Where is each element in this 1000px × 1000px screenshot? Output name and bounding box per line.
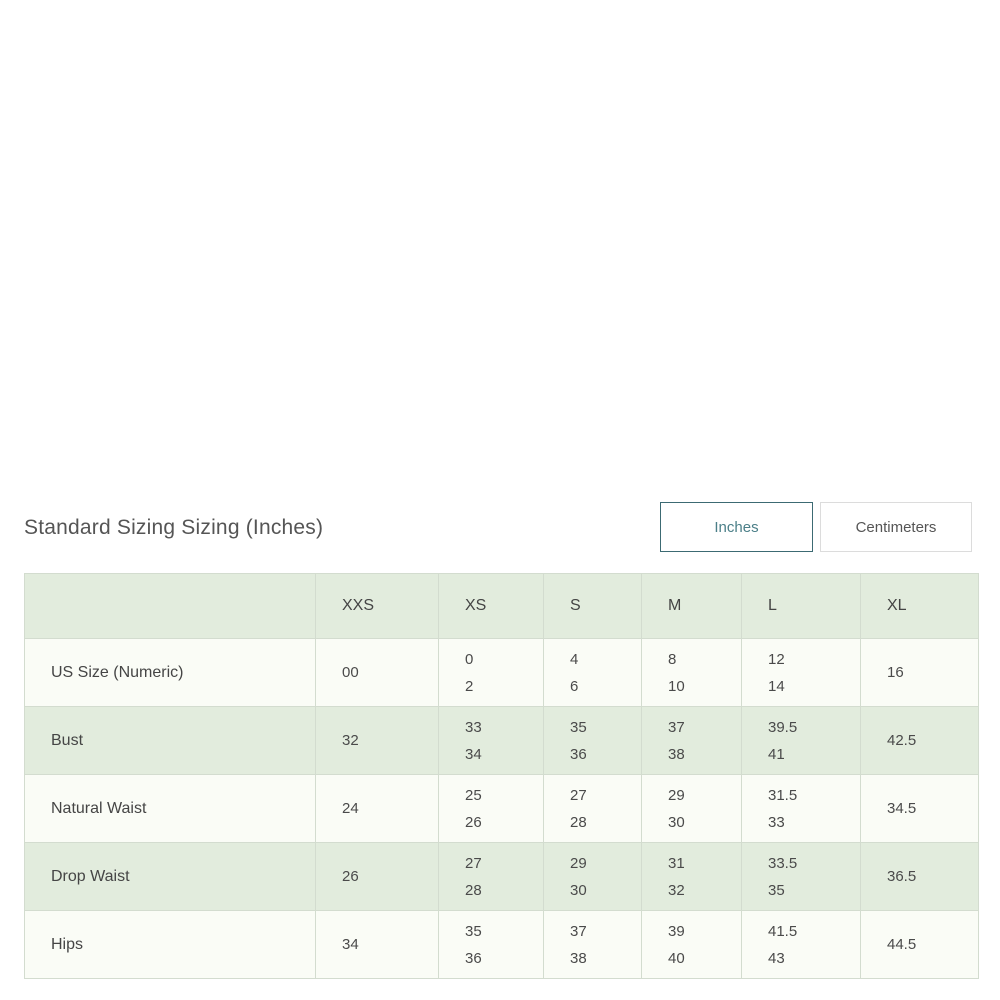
table-cell: [861, 775, 979, 843]
cell-value: 40: [668, 949, 685, 967]
cell-value: 31.5: [768, 786, 798, 804]
cell-value: 27: [570, 786, 587, 804]
table-cell: [316, 707, 439, 775]
table-row: [25, 911, 979, 979]
cell-value: 42.5: [887, 732, 917, 749]
cell-value: 43: [768, 949, 785, 967]
column-header: XXS: [316, 574, 439, 639]
row-label: Hips: [25, 911, 316, 979]
cell-value: 34.5: [887, 800, 917, 817]
cell-value: 6: [570, 677, 579, 695]
page-title: Standard Sizing Sizing (Inches): [24, 516, 324, 539]
cell-value: 33: [768, 813, 785, 831]
cell-value: 16: [887, 664, 904, 681]
table-row: [25, 639, 979, 707]
row-label: Bust: [25, 707, 316, 775]
row-label: Natural Waist: [25, 775, 316, 843]
cell-value: 35: [768, 881, 785, 899]
cell-value: 33.5: [768, 854, 798, 872]
inches-toggle-button[interactable]: Inches: [660, 502, 813, 552]
table-cell: [742, 639, 861, 707]
cell-value: 8: [668, 650, 677, 668]
cell-value: 14: [768, 677, 785, 695]
cell-value: 32: [342, 732, 359, 749]
cell-value: 24: [342, 800, 359, 817]
column-header: S: [544, 574, 642, 639]
cell-value: 25: [465, 786, 482, 804]
table-cell: [439, 639, 544, 707]
column-header: XS: [439, 574, 544, 639]
cell-value: 41: [768, 745, 785, 763]
cell-value: 27: [465, 854, 482, 872]
cell-value: 00: [342, 664, 359, 681]
table-cell: [642, 843, 742, 911]
cell-value: 12: [768, 650, 785, 668]
table-cell: [439, 707, 544, 775]
table-cell: [861, 707, 979, 775]
cell-value: 44.5: [887, 936, 917, 953]
table-cell: [861, 911, 979, 979]
column-header: M: [642, 574, 742, 639]
cell-value: 39.5: [768, 718, 798, 736]
table-cell: [316, 843, 439, 911]
table-cell: [861, 639, 979, 707]
column-header: L: [742, 574, 861, 639]
table-cell: [642, 775, 742, 843]
cell-value: 31: [668, 854, 685, 872]
table-header-row: [25, 574, 979, 639]
cell-value: 36: [570, 745, 587, 763]
cell-value: 38: [570, 949, 587, 967]
cell-value: 30: [668, 813, 685, 831]
cell-value: 35: [570, 718, 587, 736]
table-row: [25, 775, 979, 843]
table-cell: [316, 639, 439, 707]
cell-value: 0: [465, 650, 474, 668]
table-cell: [544, 775, 642, 843]
table-cell: [316, 911, 439, 979]
cell-value: 29: [668, 786, 685, 804]
cell-value: 10: [668, 677, 685, 695]
cell-value: 34: [465, 745, 482, 763]
table-cell: [742, 707, 861, 775]
cell-value: 32: [668, 881, 685, 899]
cell-value: 28: [465, 881, 482, 899]
table-cell: [316, 775, 439, 843]
table-cell: [742, 775, 861, 843]
cell-value: 29: [570, 854, 587, 872]
column-header: [25, 574, 316, 639]
cell-value: 33: [465, 718, 482, 736]
cell-value: 2: [465, 677, 474, 695]
size-table: [24, 573, 979, 979]
cell-value: 4: [570, 650, 579, 668]
table-cell: [861, 843, 979, 911]
table-row: [25, 707, 979, 775]
cell-value: 26: [465, 813, 482, 831]
cell-value: 35: [465, 922, 482, 940]
table-cell: [439, 843, 544, 911]
table-cell: [544, 911, 642, 979]
centimeters-toggle-button[interactable]: Centimeters: [820, 502, 972, 552]
cell-value: 26: [342, 868, 359, 885]
row-label: US Size (Numeric): [25, 639, 316, 707]
table-cell: [544, 707, 642, 775]
table-row: [25, 843, 979, 911]
cell-value: 38: [668, 745, 685, 763]
row-label: Drop Waist: [25, 843, 316, 911]
table-cell: [742, 843, 861, 911]
cell-value: 34: [342, 936, 359, 953]
cell-value: 39: [668, 922, 685, 940]
table-cell: [642, 639, 742, 707]
table-cell: [439, 911, 544, 979]
cell-value: 37: [570, 922, 587, 940]
cell-value: 41.5: [768, 922, 798, 940]
column-header: XL: [861, 574, 979, 639]
table-cell: [742, 911, 861, 979]
cell-value: 30: [570, 881, 587, 899]
table-cell: [439, 775, 544, 843]
table-cell: [642, 707, 742, 775]
table-cell: [642, 911, 742, 979]
cell-value: 28: [570, 813, 587, 831]
cell-value: 37: [668, 718, 685, 736]
cell-value: 36: [465, 949, 482, 967]
cell-value: 36.5: [887, 868, 917, 885]
table-cell: [544, 639, 642, 707]
table-cell: [544, 843, 642, 911]
